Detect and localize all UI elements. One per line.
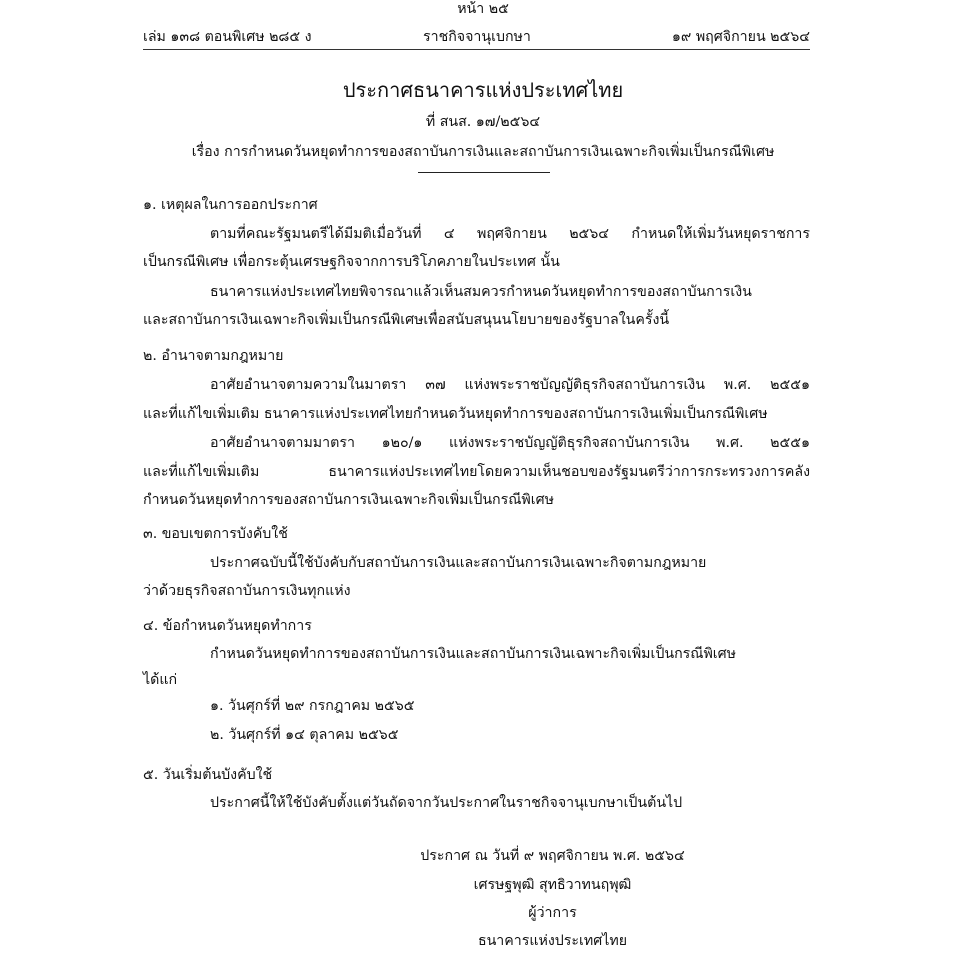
signatory-position: ผู้ว่าการ xyxy=(528,905,577,921)
gazette-name: ราชกิจจานุเบกษา xyxy=(423,29,531,45)
signatory-organization: ธนาคารแห่งประเทศไทย xyxy=(477,933,628,949)
section-2-paragraph-1-line-1: อาศัยอำนาจตามความในมาตรา ๓๗ แห่งพระราชบัญญัติธุรกิจสถาบันการเงิน พ.ศ. ๒๕๕๑ xyxy=(210,377,810,393)
gazette-volume: เล่ม ๑๓๘ ตอนพิเศษ ๒๘๕ ง xyxy=(143,29,312,45)
section-1-heading: ๑. เหตุผลในการออกประกาศ xyxy=(143,197,318,213)
section-4-heading: ๔. ข้อกำหนดวันหยุดทำการ xyxy=(143,618,312,634)
section-2-paragraph-1-line-2: และที่แก้ไขเพิ่มเติม ธนาคารแห่งประเทศไทยกำหนดวันหยุดทำการของสถาบันการเงินเพิ่มเป็นกรณีพิเศษ xyxy=(143,406,768,422)
section-2-paragraph-2-line-1: อาศัยอำนาจตามมาตรา ๑๒๐/๑ แห่งพระราชบัญญัติธุรกิจสถาบันการเงิน พ.ศ. ๒๕๕๑ xyxy=(210,435,810,451)
signatory-name: เศรษฐพุฒิ สุทธิวาทนฤพุฒิ xyxy=(473,877,632,893)
section-2-paragraph-2-line-2: และที่แก้ไขเพิ่มเติม ธนาคารแห่งประเทศไทยโดยความเห็นชอบของรัฐมนตรีว่าการกระทรวงการคลัง xyxy=(143,464,810,480)
section-3-line-2: ว่าด้วยธุรกิจสถาบันการเงินทุกแห่ง xyxy=(143,583,351,599)
page-number: หน้า ๒๕ xyxy=(457,1,509,17)
section-3-line-1: ประกาศฉบับนี้ใช้บังคับกับสถาบันการเงินและสถาบันการเงินเฉพาะกิจตามกฎหมาย xyxy=(210,555,707,571)
section-2-heading: ๒. อำนาจตามกฎหมาย xyxy=(143,348,284,364)
announcement-subject: เรื่อง การกำหนดวันหยุดทำการของสถาบันการเงินและสถาบันการเงินเฉพาะกิจเพิ่มเป็นกรณีพิเศษ xyxy=(191,144,775,160)
holiday-item-1: ๑. วันศุกร์ที่ ๒๙ กรกฎาคม ๒๕๖๕ xyxy=(210,698,415,714)
section-5-heading: ๕. วันเริ่มต้นบังคับใช้ xyxy=(143,767,273,783)
section-4-line-1: กำหนดวันหยุดทำการของสถาบันการเงินและสถาบันการเงินเฉพาะกิจเพิ่มเป็นกรณีพิเศษ xyxy=(210,646,737,662)
gazette-date: ๑๙ พฤศจิกายน ๒๕๖๔ xyxy=(671,29,810,45)
header-divider xyxy=(143,49,810,50)
section-3-heading: ๓. ขอบเขตการบังคับใช้ xyxy=(143,526,288,542)
holiday-item-2: ๒. วันศุกร์ที่ ๑๔ ตุลาคม ๒๕๖๕ xyxy=(210,727,399,743)
announcement-date: ประกาศ ณ วันที่ ๙ พฤศจิกายน พ.ศ. ๒๕๖๔ xyxy=(420,848,685,864)
section-1-paragraph-2-line-1: ธนาคารแห่งประเทศไทยพิจารณาแล้วเห็นสมควรกำหนดวันหยุดทำการของสถาบันการเงิน xyxy=(210,284,752,300)
announcement-title: ประกาศธนาคารแห่งประเทศไทย xyxy=(342,78,624,102)
section-1-paragraph-1-line-1: ตามที่คณะรัฐมนตรีได้มีมติเมื่อวันที่ ๔ พฤศจิกายน ๒๕๖๔ กำหนดให้เพิ่มวันหยุดราชการ xyxy=(210,226,810,242)
title-divider xyxy=(418,172,550,173)
section-1-paragraph-1-line-2: เป็นกรณีพิเศษ เพื่อกระตุ้นเศรษฐกิจจากการบริโภคภายในประเทศ นั้น xyxy=(143,254,560,270)
announcement-reference: ที่ สนส. ๑๗/๒๕๖๔ xyxy=(425,114,541,130)
section-5-line-1: ประกาศนี้ให้ใช้บังคับตั้งแต่วันถัดจากวันประกาศในราชกิจจานุเบกษาเป็นต้นไป xyxy=(210,795,683,811)
section-2-paragraph-2-line-3: กำหนดวันหยุดทำการของสถาบันการเงินเฉพาะกิจเพิ่มเป็นกรณีพิเศษ xyxy=(143,492,554,508)
section-1-paragraph-2-line-2: และสถาบันการเงินเฉพาะกิจเพิ่มเป็นกรณีพิเศษเพื่อสนับสนุนนโยบายของรัฐบาลในครั้งนี้ xyxy=(143,312,670,328)
section-4-line-2: ได้แก่ xyxy=(143,672,178,688)
